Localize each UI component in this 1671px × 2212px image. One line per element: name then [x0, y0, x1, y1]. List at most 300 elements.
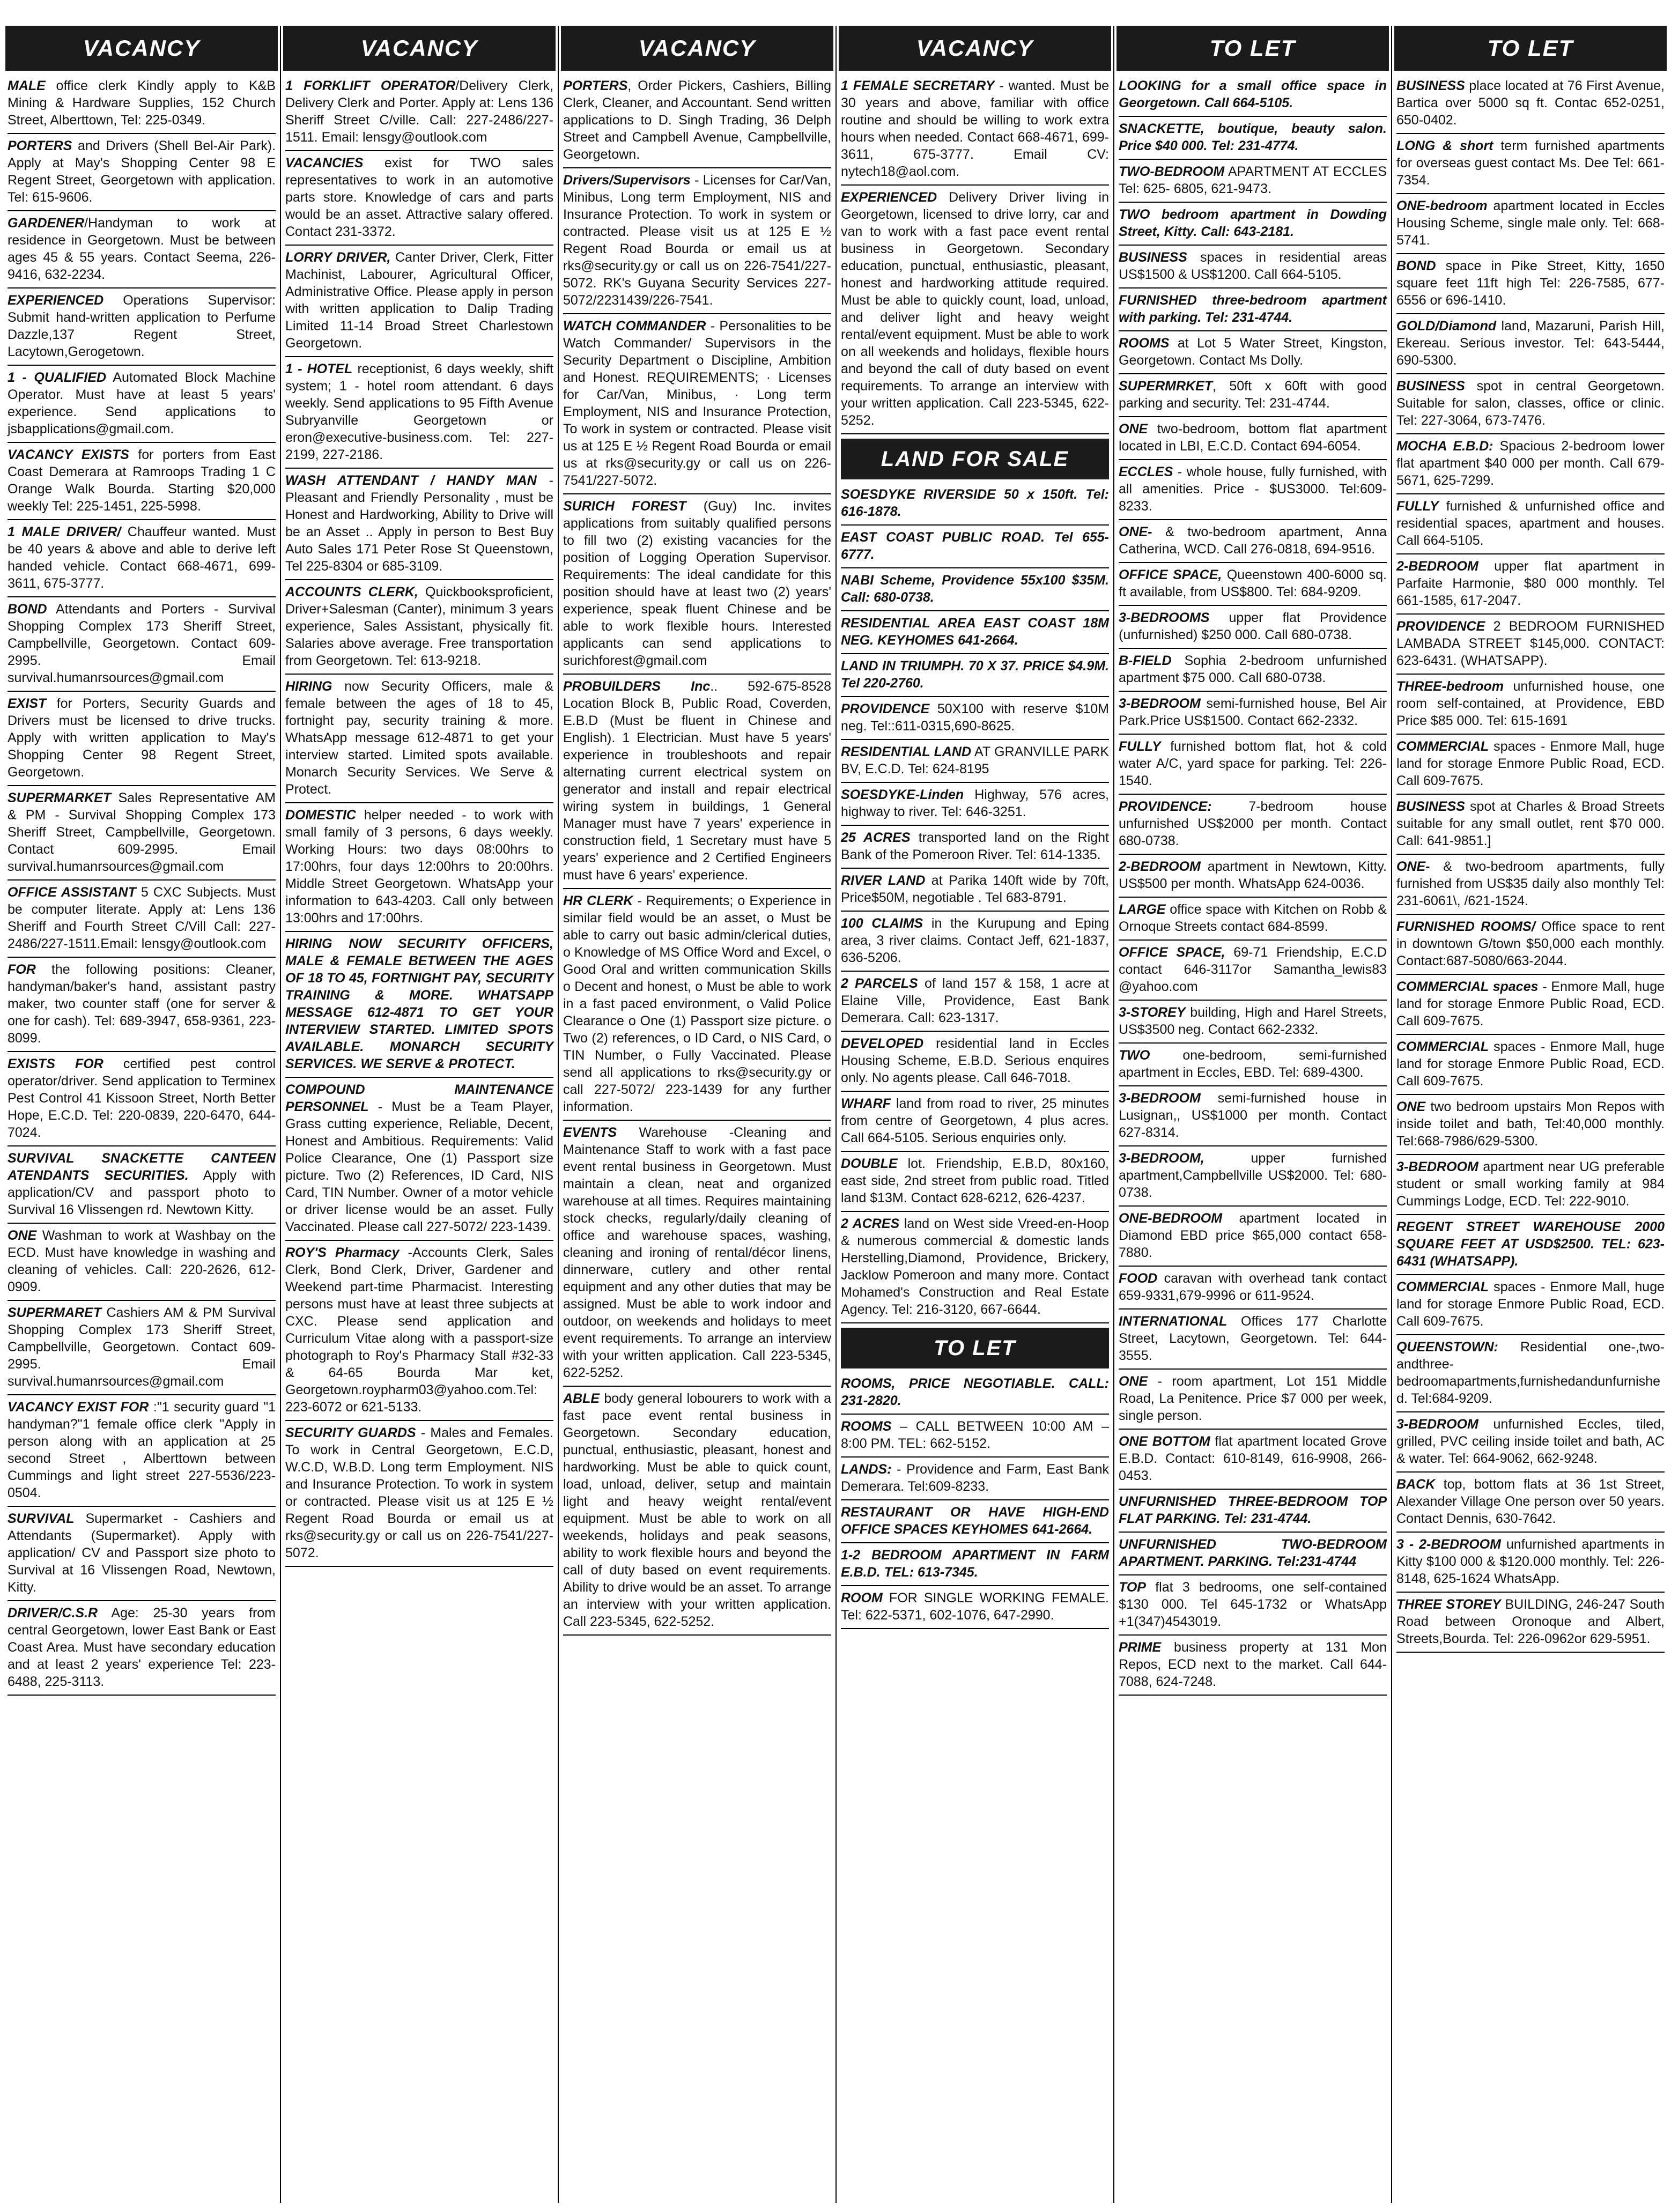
classified-ad — [285, 246, 553, 357]
ad-keyword: OFFICE ASSISTANT — [8, 885, 136, 900]
ad-text: apartment located in Diamond EBD price $65,000 contact 658-7880. — [1119, 1211, 1387, 1260]
classified-ad — [8, 692, 276, 786]
column-divider — [558, 26, 559, 2203]
ad-keyword: EAST COAST PUBLIC ROAD. Tel 655-6777. — [841, 530, 1109, 562]
classified-ad — [285, 151, 553, 246]
ad-keyword: FULLY — [1396, 499, 1439, 514]
ad-text: (Guy) Inc. invites applications from suitably qualified persons to fill two (2) existing vacancies for the position of Logging Operation Supervisor. Requirements: The ideal candidate for this position should have at least two (2) years' experience, speak fluent Chinese and be able to work flexible hours. Interested applicants can send applications to surichforest@gmail.com — [563, 499, 831, 668]
ad-keyword: SOESDYKE RIVERSIDE 50 x 150ft. Tel: 616-1878. — [841, 487, 1109, 519]
classified-ad — [841, 783, 1109, 826]
ad-keyword: TWO-BEDROOM — [1119, 164, 1225, 179]
ad-text: two bedroom upstairs Mon Repos with inside toilet and bath, Tel:40,000 monthly. Tel:668-7986/629-5300. — [1396, 1099, 1665, 1149]
classified-ad — [1396, 675, 1665, 735]
classified-ad — [1119, 1044, 1387, 1086]
ad-keyword: RESIDENTIAL LAND — [841, 744, 972, 759]
ad-text: 69-71 Friendship, E.C.D contact 646-3117or Samantha_lewis83 @yahoo.com — [1119, 945, 1387, 994]
ad-keyword: 1 MALE DRIVER/ — [8, 524, 121, 539]
classified-ad — [8, 1395, 276, 1507]
ad-keyword: NABI Scheme, Providence 55x100 $35M. Call: 680-0738. — [841, 573, 1109, 605]
ad-text: - Must be a Team Player, Grass cutting experience, Reliable, Decent, Honest and Ambitious. Requirements: Valid Police Clearance, One (1) Passport size picture. Two (2) References, ID Card, NIS Card, TIN Number. Owner of a motor vehicle or driver license would be an asset. Fully Vaccinated. Please call 227-5072/ 223-1439. — [285, 1099, 553, 1234]
classified-column — [5, 26, 278, 2203]
classified-ad — [841, 740, 1109, 783]
classified-ad — [563, 314, 831, 494]
classified-ad — [8, 958, 276, 1052]
ad-keyword: 1 FEMALE SECRETARY — [841, 78, 995, 93]
classified-ad — [1119, 563, 1387, 606]
ad-keyword: SURVIVAL — [8, 1511, 75, 1526]
ad-text: flat 3 bedrooms, one self-contained $130 000. Tel 645-1732 or WhatsApp +1(347)4543019. — [1119, 1580, 1387, 1629]
classified-column — [1117, 26, 1389, 2203]
ad-keyword: GARDENER — [8, 216, 85, 231]
classified-ad — [841, 1032, 1109, 1092]
classified-ad — [1119, 117, 1387, 160]
classified-ad — [841, 568, 1109, 611]
ad-keyword: ONE-bedroom — [1396, 198, 1488, 213]
classified-ad — [1396, 1335, 1665, 1412]
ad-text: land, Mazaruni, Parish Hill, Ekereau. Serious investor. Tel: 643-5444, 690-5300. — [1396, 319, 1665, 368]
ad-text: Automated Block Machine Operator. Must have at least 5 years' experience. Send applications to jsbapplications@gmail.com. — [8, 370, 276, 437]
ad-text: office space with Kitchen on Robb & Ornoque Streets contact 684-8599. — [1119, 902, 1387, 934]
ad-keyword: 1-2 BEDROOM APARTMENT IN FARM E.B.D. TEL: 613-7345. — [841, 1548, 1109, 1580]
ad-text: Highway, 576 acres, highway to river. Tel: 646-3251. — [841, 787, 1109, 819]
classified-column — [1394, 26, 1667, 2203]
ad-text: FOR SINGLE WORKING FEMALE. Tel: 622-5371, 602-1076, 647-2990. — [841, 1590, 1109, 1623]
classified-ad — [8, 597, 276, 692]
ad-text: Supermarket - Cashiers and Attendants (Supermarket). Apply with application/ CV and Passport size photo to Survival at 16 Vlissengen Road, Newtown, Kitty. — [8, 1511, 276, 1595]
ad-keyword: PORTERS — [8, 138, 72, 153]
ad-keyword: PROVIDENCE: — [1119, 799, 1212, 814]
ad-keyword: ROOMS — [1119, 336, 1170, 351]
ad-text: spaces - Enmore Mall, huge land for storage Enmore Public Road, ECD. Call 609-7675. — [1396, 1039, 1665, 1089]
ad-keyword: LORRY DRIVER, — [285, 250, 391, 265]
ad-text: Delivery Driver living in Georgetown, licensed to drive lorry, car and van to work with a fast pace event rental business in Georgetown. Secondary education, punctual, enthusiastic, pleasant, honest and hardworking attitude required. Must be able to quickly count, load, unload, and deliver light and heavy weight rental/event equipment. Must be able to work on all weekends and holidays, flexible hours and beyond the call of duty based on event requirements. To arrange an interview with your written application. Call 223-5345, 622-5252. — [841, 190, 1109, 428]
ad-keyword: FULLY — [1119, 739, 1161, 754]
ad-text: :"1 security guard "1 handyman?"1 female office clerk "Apply in person along with an application at 25 second Street , Alberttown between Cummings and light street 227-5536/223-0504. — [8, 1400, 276, 1500]
ad-text: spaces - Enmore Mall, huge land for storage Enmore Public Road, ECD. Call 609-7675. — [1396, 739, 1665, 788]
classified-ad — [1119, 246, 1387, 288]
ad-text: Queenstown 400-6000 sq. ft available, from US$800. Tel: 684-9209. — [1119, 567, 1387, 600]
ad-text: upper furnished apartment,Campbellville US$2000. Tel: 680-0738. — [1119, 1151, 1387, 1200]
ad-keyword: 25 ACRES — [841, 830, 911, 845]
ad-text: Canter Driver, Clerk, Fitter Machinist, Labourer, Agricultural Officer, Administrative Office. Please apply in person with written application to Dalip Trading Limited 11-14 Broad Street Charlestown Georgetown. — [285, 250, 553, 351]
classified-ad — [841, 483, 1109, 526]
classified-ad — [1119, 1636, 1387, 1696]
ad-keyword: THREE STOREY — [1396, 1597, 1501, 1612]
classified-ad — [841, 1500, 1109, 1543]
ad-keyword: SURICH FOREST — [563, 499, 686, 514]
ad-text: Warehouse -Cleaning and Maintenance Staff to work with a fast pace event rental business in Georgetown. Must maintain a clean, neat and organized warehouse at all times. Requires maintaining stock checks, regularly/daily cleaning of office and warehouse spaces, washing, cleaning and ironing of rental/décor linens, dinnerware, cutlery and other rental equipment and any other duties that may be assigned. Must be able to work indoor and outdoor, on weekends and holidays to meet event requirements. To arrange an interview with your written application. Call 223-5345, 622-5252. — [563, 1125, 831, 1380]
classified-ad — [1119, 160, 1387, 203]
ad-keyword: OFFICE SPACE, — [1119, 945, 1225, 960]
ad-keyword: ONE — [1119, 421, 1148, 437]
classified-ad — [1119, 692, 1387, 735]
ad-text: Residential one-,two-andthree-bedroomapartments,furnishedandunfurnished. Tel:684-9209. — [1396, 1340, 1665, 1406]
ad-text: flat apartment located Grove E.B.D. Contact: 610-8149, 616-9908, 266-0453. — [1119, 1434, 1387, 1483]
ad-text: 2 BEDROOM FURNISHED LAMBADA STREET $145,000. CONTACT: 623-6431. (WHATSAPP). — [1396, 619, 1665, 668]
ad-text: spaces in residential areas US$1500 & US$1200. Call 664-5105. — [1119, 250, 1387, 282]
ad-keyword: EXIST — [8, 696, 47, 711]
ad-keyword: BUSINESS — [1396, 799, 1465, 814]
classified-ad — [1119, 1001, 1387, 1044]
ad-text: semi-furnished house in Lusignan,, US$1000 per month. Contact 627-8314. — [1119, 1091, 1387, 1140]
ad-keyword: COMMERCIAL spaces — [1396, 979, 1539, 994]
ad-text: - Enmore Mall, huge land for storage Enmore Public Road, ECD. Call 609-7675. — [1396, 979, 1665, 1029]
classified-ad — [841, 186, 1109, 434]
classified-ad — [1396, 1215, 1665, 1275]
ad-keyword: ACCOUNTS CLERK, — [285, 585, 418, 600]
classified-ad — [841, 1092, 1109, 1152]
classified-ad — [841, 1543, 1109, 1586]
ad-keyword: SNACKETTE, boutique, beauty salon. Price $40 000. Tel: 231-4774. — [1119, 121, 1387, 153]
ad-text: Apply with application/CV and passport photo to Survival 16 Vlissengen rd. Newtown Kitty. — [8, 1168, 276, 1217]
ad-text: space in Pike Street, Kitty, 1650 square feet 11ft high Tel: 226-7585, 677-6556 or 696-1410. — [1396, 258, 1665, 308]
ad-keyword: 2-BEDROOM — [1396, 559, 1478, 574]
classified-ad — [1396, 374, 1665, 434]
ad-keyword: 1 FORKLIFT OPERATOR — [285, 78, 456, 93]
ad-keyword: PROBUILDERS Inc — [563, 679, 711, 694]
classified-column — [839, 26, 1111, 2203]
classifieds-page — [5, 5, 1666, 2204]
classified-ad — [841, 1212, 1109, 1323]
ad-keyword: 1 - QUALIFIED — [8, 370, 107, 385]
section-header: TO LET — [1394, 26, 1667, 71]
ad-keyword: FOOD — [1119, 1271, 1158, 1286]
ad-keyword: VACANCIES — [285, 156, 364, 171]
classified-ad — [1396, 1412, 1665, 1473]
classified-ad — [1119, 855, 1387, 898]
ad-keyword: WATCH COMMANDER — [563, 319, 706, 334]
classified-ad — [841, 697, 1109, 740]
ad-text: lot. Friendship, E.B.D, 80x160, east side, 2nd street from public road. Titled land $13M. Contact 628-6212, 626-4237. — [841, 1156, 1109, 1205]
ad-text: body general lobourers to work with a fast pace event rental business in Georgetown. Secondary education, punctual, enthusiastic, pleasant, honest and hardworking. Must be able to quick count, load, unload, deliver, setup and maintain light and heavy weight rental/event equipment. Must be able to work on all weekends, holidays and peak seasons, ability to work flexible hours and beyond the call of duty based on event requirements. Ability to drive would be an asset. To arrange an interview with your written application. Call 223-5345, 622-5252. — [563, 1391, 831, 1629]
ad-keyword: RESTAURANT OR HAVE HIGH-END OFFICE SPACES KEYHOMES 641-2664. — [841, 1505, 1109, 1537]
classified-ad — [1119, 1267, 1387, 1310]
ad-text: building, High and Harel Streets, US$3500 neg. Contact 662-2332. — [1119, 1005, 1387, 1037]
classified-ad — [1396, 915, 1665, 975]
classified-ad — [841, 1372, 1109, 1415]
classified-ad — [841, 526, 1109, 568]
ad-keyword: BUSINESS — [1119, 250, 1187, 265]
classified-ad — [1119, 795, 1387, 855]
column-body — [561, 71, 833, 1636]
ad-keyword: MALE — [8, 78, 46, 93]
classified-ad — [8, 443, 276, 520]
classified-ad — [563, 494, 831, 675]
ad-keyword: ABLE — [563, 1391, 600, 1406]
ad-text: semi-furnished house, Bel Air Park.Price US$1500. Contact 662-2332. — [1119, 696, 1387, 728]
classified-ad — [8, 1301, 276, 1395]
ad-keyword: VACANCY EXIST FOR — [8, 1400, 149, 1415]
classified-ad — [8, 786, 276, 881]
ad-keyword: COMMERCIAL — [1396, 1039, 1489, 1054]
ad-keyword: RIVER LAND — [841, 873, 926, 888]
ad-keyword: UNFURNISHED TWO-BEDROOM APARTMENT. PARKING. Tel:231-4744 — [1119, 1537, 1387, 1569]
ad-keyword: COMMERCIAL — [1396, 739, 1489, 754]
ad-keyword: HIRING NOW SECURITY OFFICERS, MALE & FEMALE BETWEEN THE AGES OF 18 TO 45, FORTNIGHT PAY, SECURITY TRAINING & MORE. WHATSAPP MESSAGE 612-4871 TO GET YOUR INTERVIEW STARTED. LIMITED SPOTS AVAILABLE. MONARCH SECURITY SERVICES. WE SERVE & PROTECT. — [285, 936, 553, 1071]
classified-ad — [1396, 494, 1665, 554]
classified-ad — [841, 654, 1109, 697]
classified-ad — [1119, 288, 1387, 331]
ad-text: Attendants and Porters - Survival Shopping Complex 173 Sheriff Street, Campbellville, Georgetown. Contact 609-2995. Email survival.humanrsources@gmail.com — [8, 602, 276, 685]
classified-ad — [285, 1078, 553, 1241]
classified-ad — [563, 1387, 831, 1636]
classified-ad — [1396, 795, 1665, 855]
ad-keyword: FURNISHED three-bedroom apartment with parking. Tel: 231-4744. — [1119, 293, 1387, 325]
classified-ad — [1396, 1533, 1665, 1593]
ad-text: receptionist, 6 days weekly, shift system; 1 - hotel room attendant. 6 days weekly. Send applications to 95 Fifth Avenue Subryanville Georgetown or eron@executive-business.com. Tel: 227-2199, 227-2186. — [285, 361, 553, 462]
ad-text: certified pest control operator/driver. Send application to Terminex Pest Control 41 Kissoon Street, North Better Hope, E.C.D. Tel: 220-0839, 220-6470, 644-7024. — [8, 1056, 276, 1140]
classified-ad — [285, 675, 553, 803]
ad-text: .. 592-675-8528 Location Block B, Public Road, Coverden, E.B.D (Must be fluent in Chinese and English). 1 Electrician. Must have 5 years' experience in troubleshoots and repair alternating current electrical system on generator and install and repair electrical wiring system in buildings, 1 General Manager must have 7 years' experience in construction field, 1 Secretary must have 5 years' experience and 2 Certified Engineers must have 6 years' experience. — [563, 679, 831, 883]
ad-text: unfurnished apartments in Kitty $100 000 & $120.000 monthly. Tel: 226-8148, 625-1624 WhatsApp. — [1396, 1537, 1665, 1586]
ad-text: , 50ft x 60ft with good parking and security. Tel: 231-4744. — [1119, 379, 1387, 411]
ad-keyword: ONE — [1119, 1374, 1148, 1389]
ad-text: furnished bottom flat, hot & cold water A/C, yard space for parking. Tel: 226-1540. — [1119, 739, 1387, 788]
ad-text: /Delivery Clerk, Delivery Clerk and Porter. Apply at: Lens 136 Sheriff Street C/ville. Call: 227-2486/227-1511. Email: lensgy@outlook.com — [285, 78, 553, 145]
ad-text: apartment located in Eccles Housing Scheme, single male only. Tel: 668-5741. — [1396, 198, 1665, 248]
classified-ad — [563, 168, 831, 314]
ad-keyword: LAND IN TRIUMPH. 70 X 37. PRICE $4.9M. Tel 220-2760. — [841, 659, 1109, 691]
ad-keyword: DRIVER/C.S.R — [8, 1606, 98, 1621]
ad-keyword: ONE — [1396, 1099, 1426, 1114]
classified-ad — [8, 288, 276, 366]
ad-text: one-bedroom, semi-furnished apartment in Eccles, EBD. Tel: 689-4300. — [1119, 1048, 1387, 1080]
classified-ad — [1396, 1275, 1665, 1335]
ad-text: - Requirements; o Experience in similar field would be an asset, o Must be able to carry out basic admin/clerical duties, o Knowledge of MS Office Word and Excel, o Good Oral and written communication Skills o Decent and honest, o Must be able to work in a fast paced environment, o Valid Police Clearance o One (1) Passport size picture. o Two (2) references, o ID Card, o NIS Card, o TIN Number, o Fully Vaccinated. Please send all applications to rks@security.gy or call 227-5072/ 223-1439 for any further information. — [563, 893, 831, 1114]
ad-keyword: 3-BEDROOM — [1119, 1091, 1201, 1106]
classified-ad — [1119, 417, 1387, 460]
classified-ad — [1119, 898, 1387, 941]
section-header: LAND FOR SALE — [841, 439, 1109, 479]
ad-keyword: B-FIELD — [1119, 653, 1172, 668]
classified-ad — [841, 1586, 1109, 1629]
column-body — [5, 71, 278, 1696]
ad-keyword: 3-BEDROOM — [1396, 1159, 1478, 1174]
ad-text: - wanted. Must be 30 years and above, familiar with office routine and should be willing to work extra hours when needed. Contact 668-4671, 699-3611, 675-3777. Email CV: nytech18@aol.com. — [841, 78, 1110, 179]
ad-keyword: 3-BEDROOM — [1119, 696, 1201, 711]
classified-ad — [8, 74, 276, 134]
ad-keyword: 3-BEDROOMS — [1119, 610, 1210, 625]
ad-keyword: LONG & short — [1396, 138, 1493, 153]
classified-ad — [563, 1121, 831, 1387]
section-header: TO LET — [841, 1328, 1109, 1368]
ad-keyword: COMMERCIAL — [1396, 1279, 1489, 1294]
ad-keyword: MOCHA E.B.D: — [1396, 439, 1493, 454]
classified-ad — [285, 580, 553, 675]
ad-keyword: ROY'S Pharmacy — [285, 1245, 400, 1260]
ad-text: business property at 131 Mon Repos, ECD next to the market. Call 644-7088, 624-7248. — [1119, 1640, 1387, 1689]
ad-keyword: VACANCY EXISTS — [8, 447, 129, 462]
ad-keyword: PRIME — [1119, 1640, 1162, 1655]
ad-keyword: SECURITY GUARDS — [285, 1425, 416, 1440]
ad-text: office clerk Kindly apply to K&B Mining & Hardware Supplies, 152 Church Street, Alberttown, Tel: 225-0349. — [8, 78, 276, 128]
ad-text: spot in central Georgetown. Suitable for salon, classes, office or clinic. Tel: 227-3064, 673-7476. — [1396, 379, 1665, 428]
ad-text: 7-bedroom house unfurnished US$2000 per month. Contact 680-0738. — [1119, 799, 1387, 848]
ad-keyword: EXISTS FOR — [8, 1056, 103, 1071]
classified-ad — [1119, 1207, 1387, 1267]
ad-keyword: ONE- — [1119, 524, 1152, 539]
classified-ad — [8, 366, 276, 443]
ad-text: , Order Pickers, Cashiers, Billing Clerk, Cleaner, and Accountant. Send written applications to D. Singh Trading, 36 Delph Street and Campbell Avenue, Campbellville, Georgetown. — [563, 78, 831, 162]
ad-keyword: ONE- — [1396, 859, 1430, 874]
ad-keyword: Drivers/Supervisors — [563, 173, 691, 188]
classified-ad — [1396, 1155, 1665, 1215]
classified-ad — [8, 1601, 276, 1696]
ad-keyword: 100 CLAIMS — [841, 916, 923, 931]
ad-keyword: SUPERMARET — [8, 1305, 102, 1320]
classified-ad — [8, 134, 276, 211]
ad-keyword: BUSINESS — [1396, 78, 1465, 93]
classified-ad — [1119, 649, 1387, 692]
ad-keyword: LOOKING for a small office space in Georgetown. Call 664-5105. — [1119, 78, 1387, 110]
ad-text: exist for TWO sales representatives to work in an automotive parts store. Knowledge of cars and parts would be an asset. Attractive salary offered. Contact 231-3372. — [285, 156, 553, 239]
ad-keyword: EVENTS — [563, 1125, 617, 1140]
classified-ad — [1396, 314, 1665, 374]
classified-ad — [8, 1052, 276, 1146]
ad-text: Washman to work at Washbay on the ECD. Must have knowledge in washing and cleaning of vehicles. Call: 220-2626, 612-0909. — [8, 1228, 276, 1294]
classified-ad — [841, 1458, 1109, 1500]
column-divider — [280, 26, 281, 2203]
ad-keyword: 3-BEDROOM, — [1119, 1151, 1204, 1166]
classified-ad — [563, 889, 831, 1121]
ad-text: two-bedroom, bottom flat apartment located in LBI, E.C.D. Contact 694-6054. — [1119, 421, 1387, 454]
column-body — [1117, 71, 1389, 1696]
ad-text: helper needed - to work with small family of 3 persons, 6 days weekly. Working Hours: two days 08:00hrs to 17:00hrs, four days 12:00hrs to 20:00hrs. Middle Street Georgetown. WhatsApp your information to 643-4203. Call only between 13:00hrs and 17:00hrs. — [285, 808, 553, 926]
ad-text: residential land in Eccles Housing Scheme, E.B.D. Serious enquires only. No agents please. Call 646-7018. — [841, 1036, 1109, 1085]
column-divider — [1391, 26, 1392, 2203]
ad-keyword: LARGE — [1119, 902, 1166, 917]
classified-ad — [1396, 254, 1665, 314]
classified-ad — [8, 1507, 276, 1601]
classified-ad — [8, 520, 276, 597]
ad-text: spot at Charles & Broad Streets suitable for any small outlet, rent $70 000. Call: 641-9851.] — [1396, 799, 1665, 848]
classified-ad — [1396, 134, 1665, 194]
classified-ad — [1396, 975, 1665, 1035]
ad-text: Sales Representative AM & PM - Survival Shopping Complex 173 Sheriff Street, Campbellville, Georgetown. Contact 609-2995. Email survival.humanrsources@gmail.com — [8, 790, 276, 874]
ad-keyword: QUEENSTOWN: — [1396, 1340, 1498, 1355]
ad-text: unfurnished Eccles, tiled, grilled, PVC ceiling inside toilet and bath, AC & water. Tel: 664-9062, 662-9248. — [1396, 1417, 1665, 1466]
ad-text: Sophia 2-bedroom unfurnished apartment $75 000. Call 680-0738. — [1119, 653, 1387, 685]
ad-keyword: FOR — [8, 962, 36, 977]
classified-ad — [285, 1421, 553, 1567]
ad-keyword: DOMESTIC — [285, 808, 356, 823]
classified-ad — [841, 972, 1109, 1032]
ad-keyword: BUSINESS — [1396, 379, 1465, 394]
classified-ad — [8, 1224, 276, 1301]
classified-ad — [1396, 194, 1665, 254]
classified-ad — [285, 74, 553, 151]
column-divider — [1113, 26, 1114, 2203]
ad-text: at Lot 5 Water Street, Kingston, Georgetown. Contact Ms Dolly. — [1119, 336, 1387, 368]
ad-keyword: BOND — [8, 602, 47, 617]
column-body — [839, 71, 1111, 1629]
classified-ad — [841, 1152, 1109, 1212]
ad-keyword: WASH ATTENDANT / HANDY MAN — [285, 473, 537, 488]
classified-ad — [1396, 1593, 1665, 1653]
ad-text: now Security Officers, male & female between the ages of 18 to 45, fortnight pay, security training & more. WhatsApp message 612-4871 to get your interview started. Limited spots available. Monarch Security Services. We Serve & Protect. — [285, 679, 553, 797]
ad-text: Spacious 2-bedroom lower flat apartment $40 000 per month. Call 679-5671, 625-7299. — [1396, 439, 1665, 488]
classified-ad — [8, 211, 276, 288]
ad-text: & two-bedroom apartments, fully furnished from US$35 daily also monthly Tel: 231-6061\, /621-1524. — [1396, 859, 1665, 908]
ad-keyword: PROVIDENCE — [1396, 619, 1485, 634]
ad-text: Office space to rent in downtown G/town $50,000 each monthly. Contact:687-5080/663-2044. — [1396, 919, 1665, 968]
ad-keyword: BOND — [1396, 258, 1436, 273]
ad-text: - Providence and Farm, East Bank Demerara. Tel:609-8233. — [841, 1462, 1109, 1494]
ad-keyword: SURVIVAL SNACKETTE CANTEEN ATENDANTS SECURITIES. — [8, 1151, 276, 1183]
ad-text: of land 157 & 158, 1 acre at Elaine Ville, Providence, East Bank Demerara. Call: 623-1317. — [841, 976, 1109, 1025]
ad-text: term furnished apartments for overseas guest contact Ms. Dee Tel: 661-7354. — [1396, 138, 1665, 188]
ad-text: -Accounts Clerk, Sales Clerk, Bond Clerk, Driver, Gardener and Weekend part-time Pharmacist. Interesting persons must have at least three subjects at CXC. Please send application and Curriculum Vitae along with a passport-size photograph to Roy's Pharmacy Stall #32-33 & 64-65 Bourda Mar ket, Georgetown.roypharm03@yahoo.com.Tel: 223-6072 or 621-5133. — [285, 1245, 553, 1415]
ad-text: - whole house, fully furnished, with all amenities. Price - $US3000. Tel:609-8233. — [1119, 464, 1387, 514]
ad-text: Offices 177 Charlotte Street, Lacytown, Georgetown. Tel: 644-3555. — [1119, 1314, 1387, 1363]
classified-ad — [1396, 1095, 1665, 1155]
ad-keyword: HIRING — [285, 679, 332, 694]
ad-text: Quickbooksproficient, Driver+Salesman (Canter), minimum 3 years experience, Sales Assistant, physically fit. Salaries above average. Free transportation from Georgetown. Tel: 613-9218. — [285, 585, 553, 668]
ad-keyword: ROOMS — [841, 1419, 892, 1434]
classified-ad — [8, 1146, 276, 1224]
ad-keyword: DOUBLE — [841, 1156, 898, 1171]
classified-ad — [1119, 1310, 1387, 1370]
ad-keyword: 3 - 2-BEDROOM — [1396, 1537, 1501, 1552]
ad-keyword: SUPERMRKET — [1119, 379, 1213, 394]
ad-text: apartment in Newtown, Kitty. US$500 per month. WhatsApp 624-0036. — [1119, 859, 1387, 891]
ad-keyword: INTERNATIONAL — [1119, 1314, 1228, 1329]
ad-keyword: 2 ACRES — [841, 1216, 900, 1231]
ad-text: - Pleasant and Friendly Personality , must be Honest and Hardworking, Ability to Drive will be an Asset .. Apply in person to Best Buy Auto Sales 171 Peter Rose St Queenstown, Tel 225-8304 or 685-3109. — [285, 473, 553, 574]
section-header: VACANCY — [5, 26, 278, 71]
ad-keyword: PROVIDENCE — [841, 701, 930, 716]
ad-keyword: 3-BEDROOM — [1396, 1417, 1478, 1432]
ad-keyword: HR CLERK — [563, 893, 633, 908]
ad-keyword: 2 PARCELS — [841, 976, 918, 991]
column-body — [1394, 71, 1667, 1653]
ad-text: furnished & unfurnished office and residential spaces, apartment and houses. Call 664-5105. — [1396, 499, 1665, 548]
classified-ad — [1396, 615, 1665, 675]
classified-ad — [285, 469, 553, 580]
classified-ad — [841, 74, 1109, 186]
ad-keyword: 3-STOREY — [1119, 1005, 1186, 1020]
ad-keyword: COMPOUND MAINTENANCE PERSONNEL — [285, 1082, 553, 1114]
classified-ad — [1119, 520, 1387, 563]
classified-ad — [285, 1241, 553, 1421]
classified-ad — [285, 803, 553, 932]
ad-text: Chauffeur wanted. Must be 40 years & above and able to derive left handed vehicle. Contact 668-4671, 699-3611, 675-3777. — [8, 524, 276, 591]
ad-text: 50X100 with reserve $10M neg. Tel::611-0315,690-8625. — [841, 701, 1109, 734]
section-header: VACANCY — [561, 26, 833, 71]
ad-keyword: RESIDENTIAL AREA EAST COAST 18M NEG. KEYHOMES 641-2664. — [841, 616, 1109, 648]
ad-keyword: ONE BOTTOM — [1119, 1434, 1210, 1449]
ad-text: - Males and Females. To work in Central Georgetown, E.C.D, W.C.D, W.B.D. Long term Employment. NIS and Insurance Protection. To work in system or contracted. Please visit us at 125 E ½ Regent Road Bourda or email us at rks@security.gy or call us on 226-7541/227-5072. — [285, 1425, 553, 1560]
ad-text: transported land on the Right Bank of the Pomeroon River. Tel: 614-1335. — [841, 830, 1109, 862]
ad-keyword: 1 - HOTEL — [285, 361, 353, 376]
ad-text: BUILDING, 246-247 South Road between Oronoque and Albert, Streets,Bourda. Tel: 226-0962or 629-5951. — [1396, 1597, 1665, 1646]
ad-keyword: EXPERIENCED — [841, 190, 937, 205]
ad-text: top, bottom flats at 36 1st Street, Alexander Village One person over 50 years. Contact Dennis, 630-7642. — [1396, 1477, 1665, 1526]
ad-keyword: REGENT STREET WAREHOUSE 2000 SQUARE FEET AT USD$2500. TEL: 623-6431 (WHATSAPP). — [1396, 1219, 1665, 1269]
classified-ad — [1396, 1035, 1665, 1095]
ad-keyword: UNFURNISHED THREE-BEDROOM TOP FLAT PARKING. Tel: 231-4744. — [1119, 1494, 1387, 1526]
classified-ad — [1119, 735, 1387, 795]
classified-ad — [1119, 1490, 1387, 1533]
ad-keyword: FURNISHED ROOMS/ — [1396, 919, 1535, 934]
ad-keyword: GOLD/Diamond — [1396, 319, 1497, 334]
ad-keyword: SOESDYKE-Linden — [841, 787, 964, 802]
ad-text: in the Kurupung and Eping area, 3 river claims. Contact Jeff, 621-1837, 636-5206. — [841, 916, 1109, 965]
classified-ad — [1396, 554, 1665, 615]
ad-text: /Handyman to work at residence in Georgetown. Must be between ages 45 & 55 years. Contact Seema, 226-9416, 632-2234. — [8, 216, 276, 282]
ad-text: land on West side Vreed-en-Hoop & numerous commercial & domestic lands Herstelling,Diamond, Providence, Brickery, Jacklow Pomeroon and many more. Contact Mohamed's Construction and Real Estate Agency. Tel: 216-3120, 667-6644. — [841, 1216, 1109, 1317]
classified-ad — [1119, 1370, 1387, 1430]
